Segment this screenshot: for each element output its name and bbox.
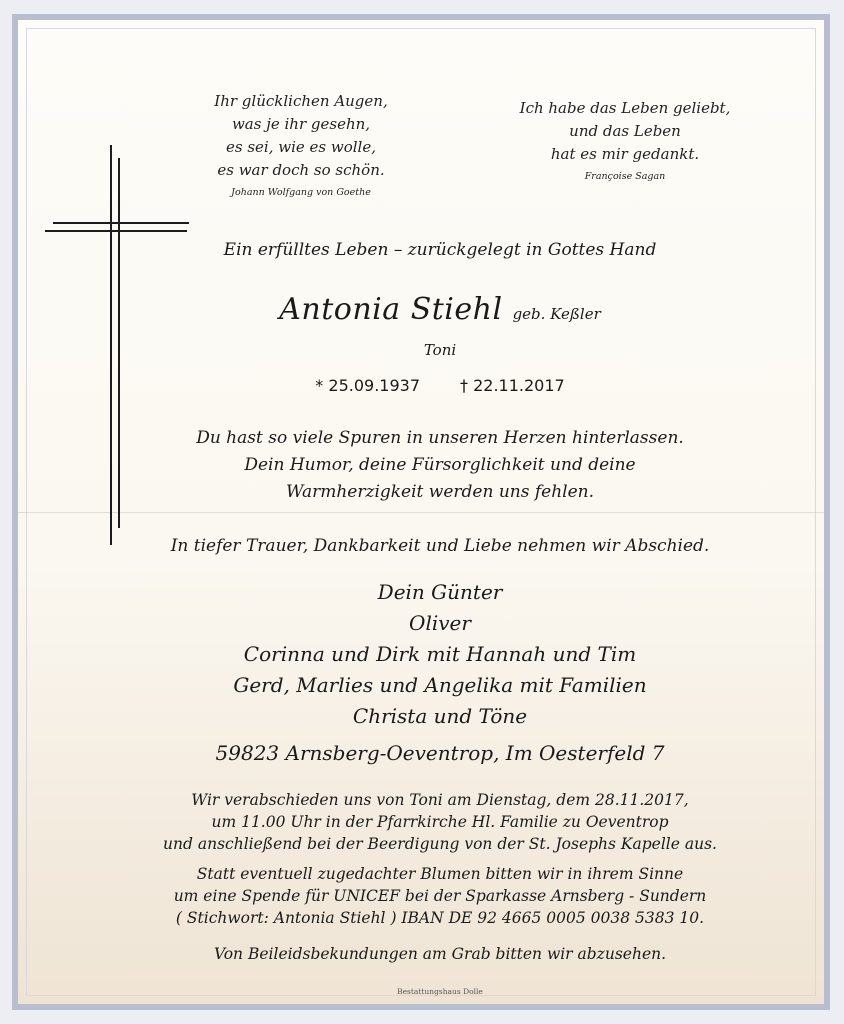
family-list (60, 577, 820, 732)
quote-line: und das Leben (569, 122, 681, 140)
donation-line: um eine Spende für UNICEF bei der Sparkasse Arnsberg - Sundern (173, 887, 707, 905)
family-member: Gerd, Marlies und Angelika mit Familien (233, 673, 647, 697)
deceased-name: Antonia Stiehl (279, 292, 503, 327)
quote-author: Françoise Sagan (584, 171, 666, 182)
family-member: Christa und Töne (352, 704, 528, 728)
cross-horizontal-bar (53, 222, 189, 224)
motto: Ein erfülltes Leben – zurückgelegt in Gottes Hand (223, 240, 657, 260)
quote-sagan (510, 97, 740, 186)
verse (60, 425, 820, 506)
quote-line: Ich habe das Leben geliebt, (519, 99, 731, 117)
service-info (60, 789, 820, 855)
deceased-name-row (60, 292, 820, 327)
fold-line (18, 512, 824, 513)
verse-line: Dein Humor, deine Fürsorglichkeit und deine (244, 455, 636, 475)
undertaker-credit: Bestattungshaus Dolle (397, 987, 483, 996)
family-member: Dein Günter (377, 580, 503, 604)
service-line: um 11.00 Uhr in der Pfarrkirche Hl. Familie zu Oeventrop (211, 813, 669, 831)
family-member: Oliver (409, 611, 471, 635)
closing-note: Von Beileidsbekundungen am Grab bitten wir abzusehen. (213, 945, 667, 963)
birth-date: * 25.09.1937 (315, 376, 420, 395)
quote-line: was je ihr gesehn, (231, 115, 371, 133)
life-dates (60, 376, 820, 395)
verse-line: Du hast so viele Spuren in unseren Herzen hinterlassen. (196, 428, 684, 448)
quote-line: hat es mir gedankt. (550, 145, 700, 163)
service-line: Wir verabschieden uns von Toni am Dienstag, dem 28.11.2017, (191, 791, 689, 809)
quote-line: es war doch so schön. (217, 161, 385, 179)
maiden-name: geb. Keßler (512, 305, 601, 323)
family-member: Corinna und Dirk mit Hannah und Tim (243, 642, 637, 666)
death-date: † 22.11.2017 (460, 376, 565, 395)
verse-line: Warmherzigkeit werden uns fehlen. (285, 482, 595, 502)
donation-line: Statt eventuell zugedachter Blumen bitten wir in ihrem Sinne (196, 865, 684, 883)
quote-line: es sei, wie es wolle, (226, 138, 376, 156)
nickname: Toni (423, 341, 457, 359)
address: 59823 Arnsberg-Oeventrop, Im Oesterfeld 7 (215, 741, 665, 765)
farewell-text: In tiefer Trauer, Dankbarkeit und Liebe nehmen wir Abschied. (170, 536, 710, 556)
cross-horizontal-bar (45, 230, 187, 232)
donation-info (60, 863, 820, 929)
quote-line: Ihr glücklichen Augen, (214, 92, 388, 110)
service-line: und anschließend bei der Beerdigung von der St. Josephs Kapelle aus. (163, 835, 717, 853)
quote-goethe (186, 90, 416, 202)
quote-author: Johann Wolfgang von Goethe (231, 187, 371, 198)
donation-line: ( Stichwort: Antonia Stiehl ) IBAN DE 92 4665 0005 0038 5383 10. (175, 909, 705, 927)
